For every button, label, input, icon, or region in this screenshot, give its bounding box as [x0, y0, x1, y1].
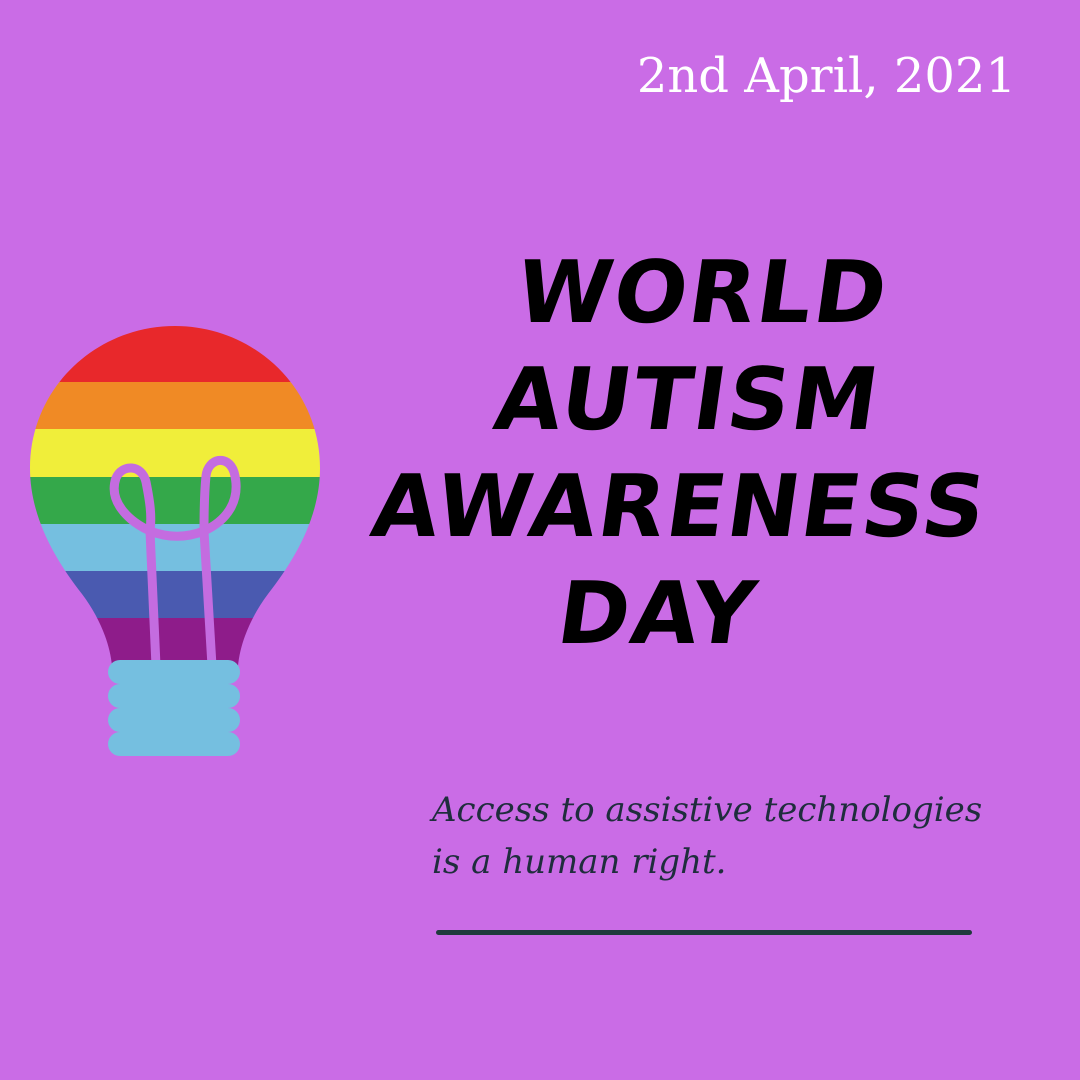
bulb-glass: [28, 326, 322, 678]
tagline: [432, 784, 1032, 888]
title-line-awareness: AWARENESS: [365, 457, 994, 557]
title-line-world: WORLD: [510, 243, 895, 343]
tagline-line-2: is a human right.: [432, 842, 727, 882]
divider-line: [436, 930, 972, 935]
event-title: [350, 240, 1010, 668]
tagline-line-1: Access to assistive technologies: [432, 790, 983, 830]
title-line-autism: AUTISM: [488, 350, 887, 450]
title-line-day: DAY: [551, 564, 764, 664]
bulb-base: [108, 660, 240, 756]
lightbulb-icon: [28, 326, 322, 762]
event-date: 2nd April, 2021: [636, 48, 1016, 104]
